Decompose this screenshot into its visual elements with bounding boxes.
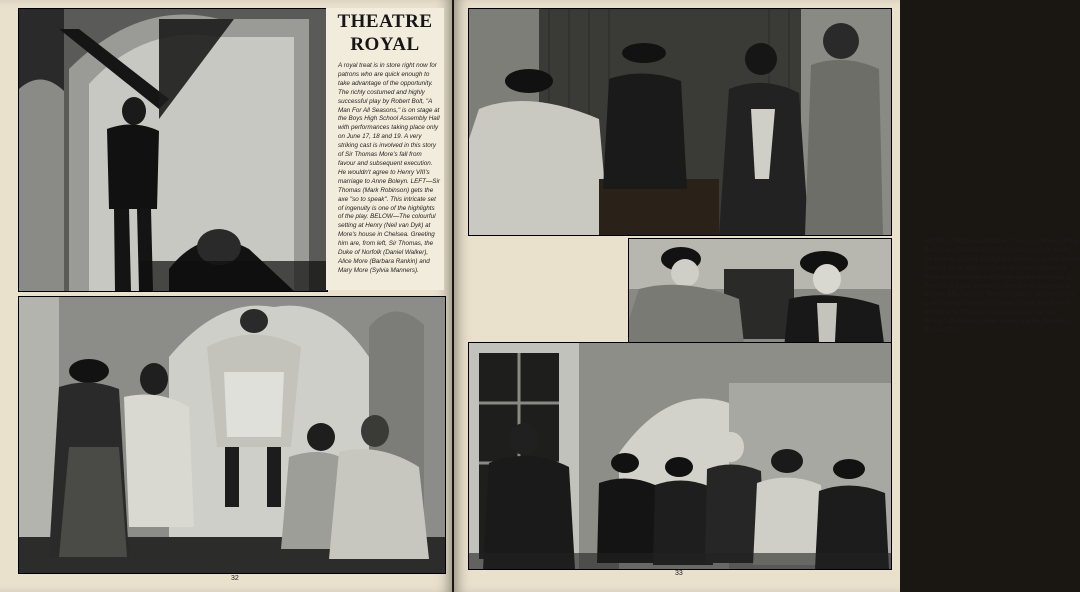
- photo-execution-scene: [18, 8, 328, 292]
- headline-line-2: ROYAL: [350, 34, 420, 55]
- article-column: [326, 8, 444, 290]
- photo-henry-visit-scene: [18, 296, 446, 574]
- photo-more-cranmer-scene: [468, 342, 892, 570]
- left-page: [0, 0, 452, 592]
- right-page-number: 33: [675, 570, 683, 577]
- article-headline: [326, 10, 444, 56]
- headline-line-1: THEATRE: [337, 11, 433, 32]
- photo-caption: ABOVE—The Duke of Norfolk, Thomas Cromwell (Philip Brown) and Richard Rich (Tim Collins, at right) inform the Woman (Shirley Dobby) that she must appear before Thomas More. RIGHT—Cardinal Wolsey (played by Bryan McKee-Hallah at left) asks More to persuade Sir Thomas to agree to Henry's divorce from Catherine of Aragon. BELOW—Sir Thomas explains his convictions to Archbishop Cranmer (Stephen Guard), the Duke of Norfolk, and Thomas Cromwell. At back are "the People", Marchmont (Peter Rowe) and the treacherous Richard Rich.: [924, 238, 1080, 335]
- photo-norfolk-cromwell-rich-scene: [468, 8, 892, 236]
- left-page-number: 32: [231, 575, 239, 582]
- right-page: [454, 0, 1080, 592]
- article-body: A royal treat is in store right now for patrons who are quick enough to take advantage of the opportunity. The richly costumed and highly successful play by Robert Bolt, "A Man For All Seasons," is on stage at the Boys High School Assembly Hall with performances taking place only on June 17, 18 and 19. A very striking cast is involved in this story of Sir Thomas More's fall from favour and subsequent execution. He wouldn't agree to Henry VIII's marriage to Anne Boleyn. LEFT—Sir Thomas (Mark Robinson) gets the axe "so to speak". This intricate set of ingenuity is one of the highlights of the play. BELOW—The colourful setting at Henry (Neil van Dyk) at More's house in Chelsea. Greeting him are, from left, Sir Thomas, the Duke of Norfolk (Daniel Walker), Alice More (Barbara Rankin) and Mary More (Sylvia Manners).: [338, 62, 440, 274]
